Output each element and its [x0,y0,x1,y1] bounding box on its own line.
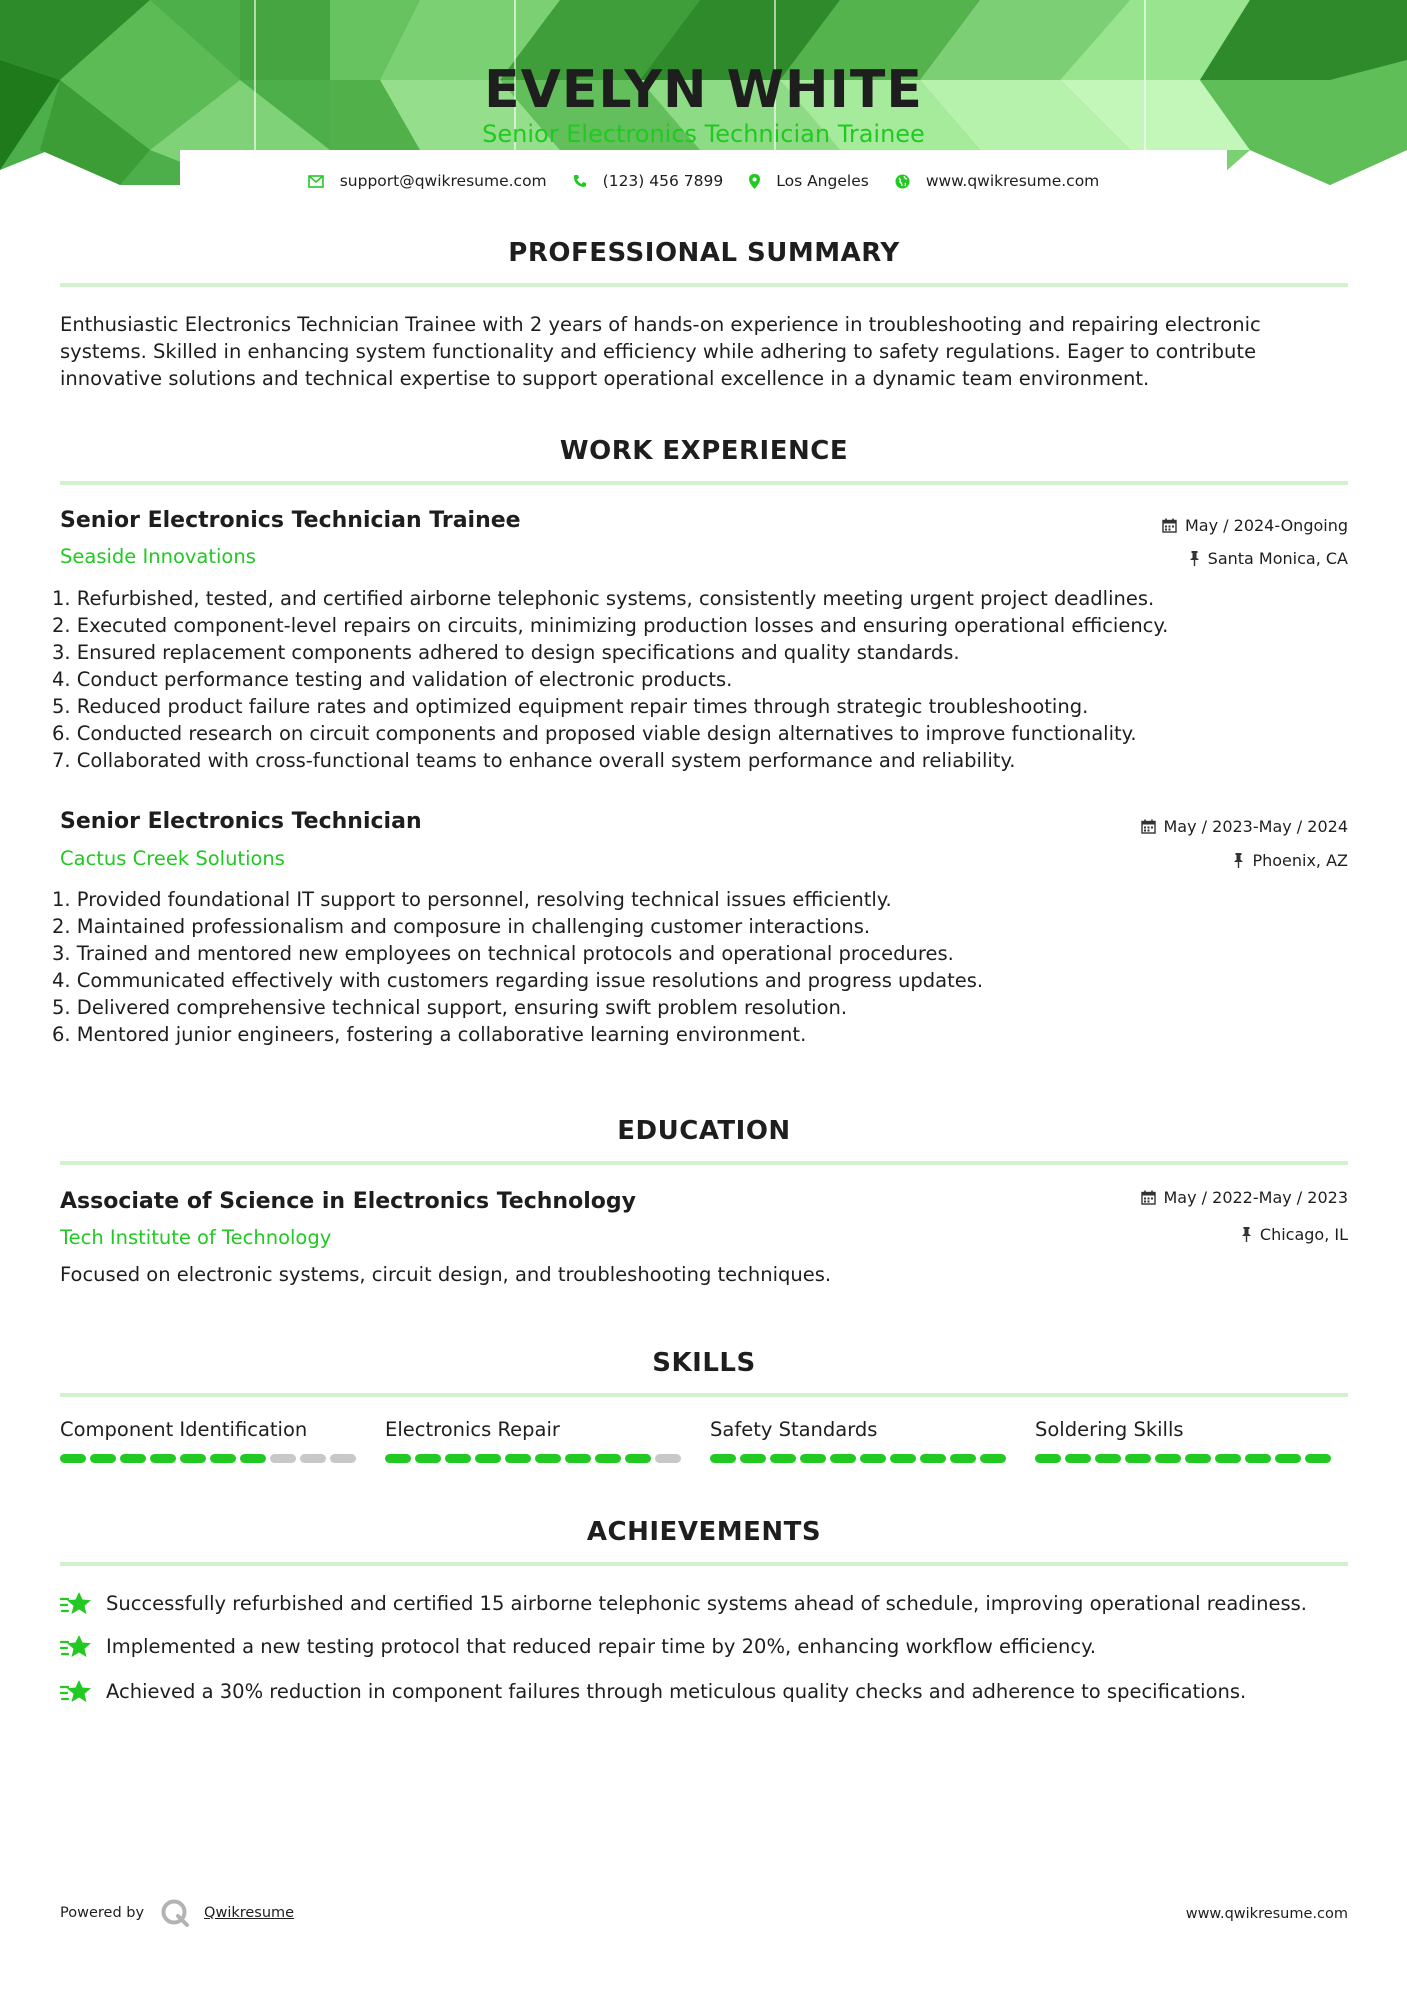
skill-level-segment [505,1454,531,1463]
list-item: 6. Mentored junior engineers, fostering a collaborative learning environment. [52,1023,807,1046]
qwikresume-link[interactable]: Qwikresume [204,1905,295,1921]
phone-icon [573,174,587,188]
skill-level-segment [800,1454,826,1463]
skill-level-segment [1185,1454,1211,1463]
achievement-item [60,1590,1307,1616]
skill-level-segment [535,1454,561,1463]
skill-level-segment [980,1454,1006,1463]
skill-level-segment [445,1454,471,1463]
contact-location [749,172,869,190]
contact-website[interactable] [895,172,1099,190]
achievement-item [60,1633,1096,1659]
education-dates-text: May / 2022-May / 2023 [1163,1188,1348,1207]
list-item: 1. Refurbished, tested, and certified airborne telephonic systems, consistently meeting urgent project deadlines. [52,587,1155,610]
education-location-text: Chicago, IL [1259,1225,1348,1244]
skill-level-segment [920,1454,946,1463]
pushpin-icon [1233,853,1244,868]
skill-level-segment [300,1454,326,1463]
skills-divider [60,1393,1348,1397]
skill-level-segment [1155,1454,1181,1463]
globe-icon [895,174,910,189]
location-text: Los Angeles [776,172,869,190]
skill-level-bar [1035,1454,1360,1463]
job-dates-text: May / 2023-May / 2024 [1163,817,1348,836]
job-location-text: Santa Monica, CA [1207,549,1348,568]
star-icon [60,1633,92,1659]
skill-level-segment [330,1454,356,1463]
skill-name: Electronics Repair [385,1418,560,1441]
footer-branding [60,1898,294,1928]
job-dates [1162,516,1348,535]
list-item: 4. Conduct performance testing and validation of electronic products. [52,668,733,691]
job-location [1189,549,1348,568]
list-item: 5. Reduced product failure rates and optimized equipment repair times through strategic troubleshooting. [52,695,1089,718]
skill-level-segment [1245,1454,1271,1463]
list-item: 6. Conducted research on circuit components and proposed viable design alternatives to improve functionality. [52,722,1137,745]
skill-level-segment [240,1454,266,1463]
skill-level-segment [385,1454,411,1463]
contact-phone[interactable] [573,172,724,190]
job-title: Senior Electronics Technician Trainee [60,508,521,533]
skill-level-segment [1275,1454,1301,1463]
skill-level-segment [180,1454,206,1463]
list-item: 4. Communicated effectively with customers regarding issue resolutions and progress updates. [52,969,984,992]
calendar-icon [1162,518,1177,533]
skill-level-segment [1125,1454,1151,1463]
pushpin-icon [1189,551,1200,566]
qwikresume-logo-icon [160,1898,190,1928]
skill-level-bar [60,1454,385,1463]
skill-level-segment [1215,1454,1241,1463]
job-location-text: Phoenix, AZ [1252,851,1348,870]
skill-item [1035,1418,1360,1463]
experience-heading: WORK EXPERIENCE [559,436,849,466]
experience-divider [60,481,1348,485]
education-dates [1141,1188,1349,1207]
skill-level-segment [475,1454,501,1463]
list-item: 2. Maintained professionalism and composure in challenging customer interactions. [52,915,871,938]
summary-heading: PROFESSIONAL SUMMARY [508,238,900,268]
star-icon [60,1678,92,1704]
skill-level-segment [60,1454,86,1463]
achievement-item [60,1678,1246,1704]
skill-level-segment [415,1454,441,1463]
achievements-heading: ACHIEVEMENTS [586,1517,822,1547]
job-responsibilities [52,886,1352,1048]
list-item: 3. Ensured replacement components adhered to design specifications and quality standards. [52,641,960,664]
skill-level-segment [950,1454,976,1463]
candidate-name: EVELYN WHITE [484,60,923,120]
education-heading: EDUCATION [617,1116,791,1146]
list-item: 5. Delivered comprehensive technical support, ensuring swift problem resolution. [52,996,848,1019]
skill-level-segment [890,1454,916,1463]
skill-level-segment [120,1454,146,1463]
company-name: Seaside Innovations [60,545,256,568]
job-dates-text: May / 2024-Ongoing [1185,516,1348,535]
contact-email[interactable] [308,172,547,190]
skill-level-segment [1095,1454,1121,1463]
skill-level-bar [385,1454,710,1463]
list-item: 2. Executed component-level repairs on circuits, minimizing production losses and ensuring operational efficiency. [52,614,1169,637]
job-location [1233,851,1348,870]
company-name: Cactus Creek Solutions [60,847,285,870]
skill-level-segment [90,1454,116,1463]
school-name: Tech Institute of Technology [60,1226,332,1249]
map-pin-icon [749,174,760,189]
summary-divider [60,283,1348,287]
powered-by-label: Powered by [60,1905,145,1921]
phone-text: (123) 456 7899 [602,172,724,190]
skills-list [60,1418,1360,1463]
skill-level-segment [625,1454,651,1463]
job-dates [1141,817,1349,836]
skill-level-segment [770,1454,796,1463]
contact-bar [0,172,1407,190]
education-location [1241,1225,1348,1244]
skill-item [385,1418,710,1463]
footer-website[interactable]: www.qwikresume.com [1185,1906,1348,1922]
website-text: www.qwikresume.com [925,172,1100,190]
skill-level-segment [655,1454,681,1463]
skill-level-segment [1305,1454,1331,1463]
skill-level-segment [210,1454,236,1463]
achievements-divider [60,1562,1348,1566]
skill-level-segment [150,1454,176,1463]
skill-name: Soldering Skills [1035,1418,1184,1441]
skill-name: Component Identification [60,1418,308,1441]
education-description: Focused on electronic systems, circuit design, and troubleshooting techniques. [60,1263,832,1286]
skill-level-segment [1035,1454,1061,1463]
achievement-text: Successfully refurbished and certified 15 airborne telephonic systems ahead of schedule, improving operational readiness. [106,1591,1307,1615]
calendar-icon [1141,1190,1156,1205]
skill-item [710,1418,1035,1463]
pushpin-icon [1241,1227,1252,1242]
candidate-title: Senior Electronics Technician Trainee [482,120,925,148]
skill-level-segment [565,1454,591,1463]
skill-level-segment [270,1454,296,1463]
skill-item [60,1418,385,1463]
list-item: 1. Provided foundational IT support to personnel, resolving technical issues efficiently. [52,888,892,911]
skill-level-segment [740,1454,766,1463]
achievement-text: Implemented a new testing protocol that reduced repair time by 20%, enhancing workflow efficiency. [106,1634,1097,1658]
skill-name: Safety Standards [710,1418,878,1441]
degree-title: Associate of Science in Electronics Technology [60,1189,636,1214]
calendar-icon [1141,819,1156,834]
skill-level-segment [1065,1454,1091,1463]
achievement-text: Achieved a 30% reduction in component failures through meticulous quality checks and adherence to specifications. [106,1679,1247,1703]
education-divider [60,1161,1348,1165]
skills-heading: SKILLS [652,1348,756,1378]
list-item: 3. Trained and mentored new employees on technical protocols and operational procedures. [52,942,954,965]
skill-level-segment [830,1454,856,1463]
skill-level-bar [710,1454,1035,1463]
skill-level-segment [595,1454,621,1463]
skill-level-segment [710,1454,736,1463]
job-responsibilities [52,585,1352,774]
summary-text: Enthusiastic Electronics Technician Trainee with 2 years of hands-on experience in troubleshooting and repairing electronic systems. Skilled in enhancing system functionality and efficiency while adhering to safety regulations. Eager to contribute innovative solutions and technical expertise to support operational excellence in a dynamic team environment. [60,313,1261,390]
job-title: Senior Electronics Technician [60,809,422,834]
star-icon [60,1590,92,1616]
envelope-icon [308,175,324,188]
email-text: support@qwikresume.com [339,172,547,190]
skill-level-segment [860,1454,886,1463]
list-item: 7. Collaborated with cross-functional teams to enhance overall system performance and reliability. [52,749,1016,772]
